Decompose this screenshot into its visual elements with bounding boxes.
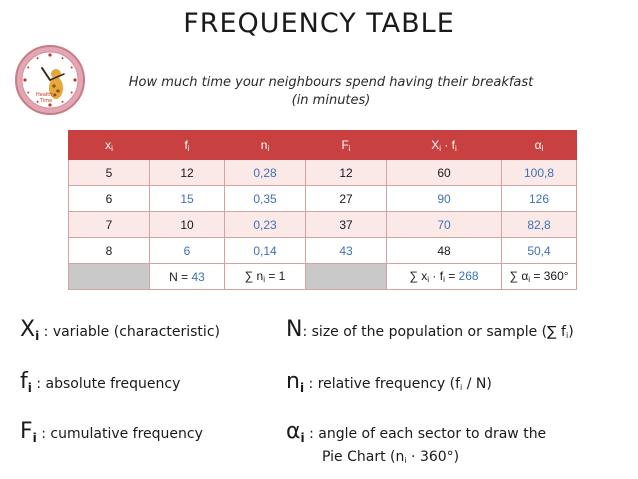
legend-alpha: αi : angle of each sector to draw the Pie Chart (ni · 360°) [286,419,547,465]
cell-xf: 70 [387,212,502,238]
legend-alpha-line2: Pie Chart (ni · 360°) [322,449,460,465]
cell-x: 6 [69,186,150,212]
cell-alpha: 100,8 [502,160,577,186]
cell-x: 5 [69,160,150,186]
legend-xi: Xi : variable (characteristic) [20,317,220,343]
cell-xf-sum: ∑ $x_i \cdot f_i = 268$ [387,264,502,290]
cell-n-sum: ∑ $n_i = 1$ [225,264,306,290]
cell-F: 12 [306,160,387,186]
header-alpha: $\alpha_i$ [502,131,577,160]
table-row [69,212,577,238]
cell-blank [306,264,387,290]
cell-F: 37 [306,212,387,238]
clock-text-2: Time [40,98,53,104]
legend-N: N: size of the population or sample (∑ fi) [286,317,574,342]
cell-xf: 60 [387,160,502,186]
subtitle-line-2: (in minutes) [291,93,371,108]
frequency-table [68,130,577,290]
cell-F: 43 [306,238,387,264]
header-fi: $f_i$ [150,131,225,160]
clock-text-1: Healthy [36,92,56,98]
cell-x: 8 [69,238,150,264]
table-row [69,186,577,212]
cell-f: 6 [150,238,225,264]
cell-f: 12 [150,160,225,186]
cell-xf: 90 [387,186,502,212]
legend-fi: fi : absolute frequency [20,369,181,395]
header-xi: $x_i$ [69,131,150,160]
page-title: FREQUENCY TABLE [183,8,455,39]
cell-blank [69,264,150,290]
cell-alpha: 82,8 [502,212,577,238]
cell-N-total: N = 43 [150,264,225,290]
cell-xf: 48 [387,238,502,264]
header-xi-fi: $X_i \cdot f_i$ [387,131,502,160]
table-row [69,160,577,186]
cell-n: 0,23 [225,212,306,238]
cell-x: 7 [69,212,150,238]
cell-f: 15 [150,186,225,212]
cell-alpha: 126 [502,186,577,212]
clock-icon [14,44,86,116]
cell-n: 0,28 [225,160,306,186]
subtitle [96,74,566,110]
cell-n: 0,14 [225,238,306,264]
table-totals-row [69,264,577,290]
legend-Fi: Fi : cumulative frequency [20,419,203,445]
cell-alpha-sum: ∑ $\alpha_i = 360^\circ$ [502,264,577,290]
cell-alpha: 50,4 [502,238,577,264]
cell-F: 27 [306,186,387,212]
subtitle-line-1: How much time your neighbours spend having their breakfast [128,75,534,90]
table-row [69,238,577,264]
cell-f: 10 [150,212,225,238]
legend-ni: ni : relative frequency (fi / N) [286,369,492,395]
cell-n: 0,35 [225,186,306,212]
table-header-row [69,131,577,160]
header-Fi: $F_i$ [306,131,387,160]
header-ni: $n_i$ [225,131,306,160]
